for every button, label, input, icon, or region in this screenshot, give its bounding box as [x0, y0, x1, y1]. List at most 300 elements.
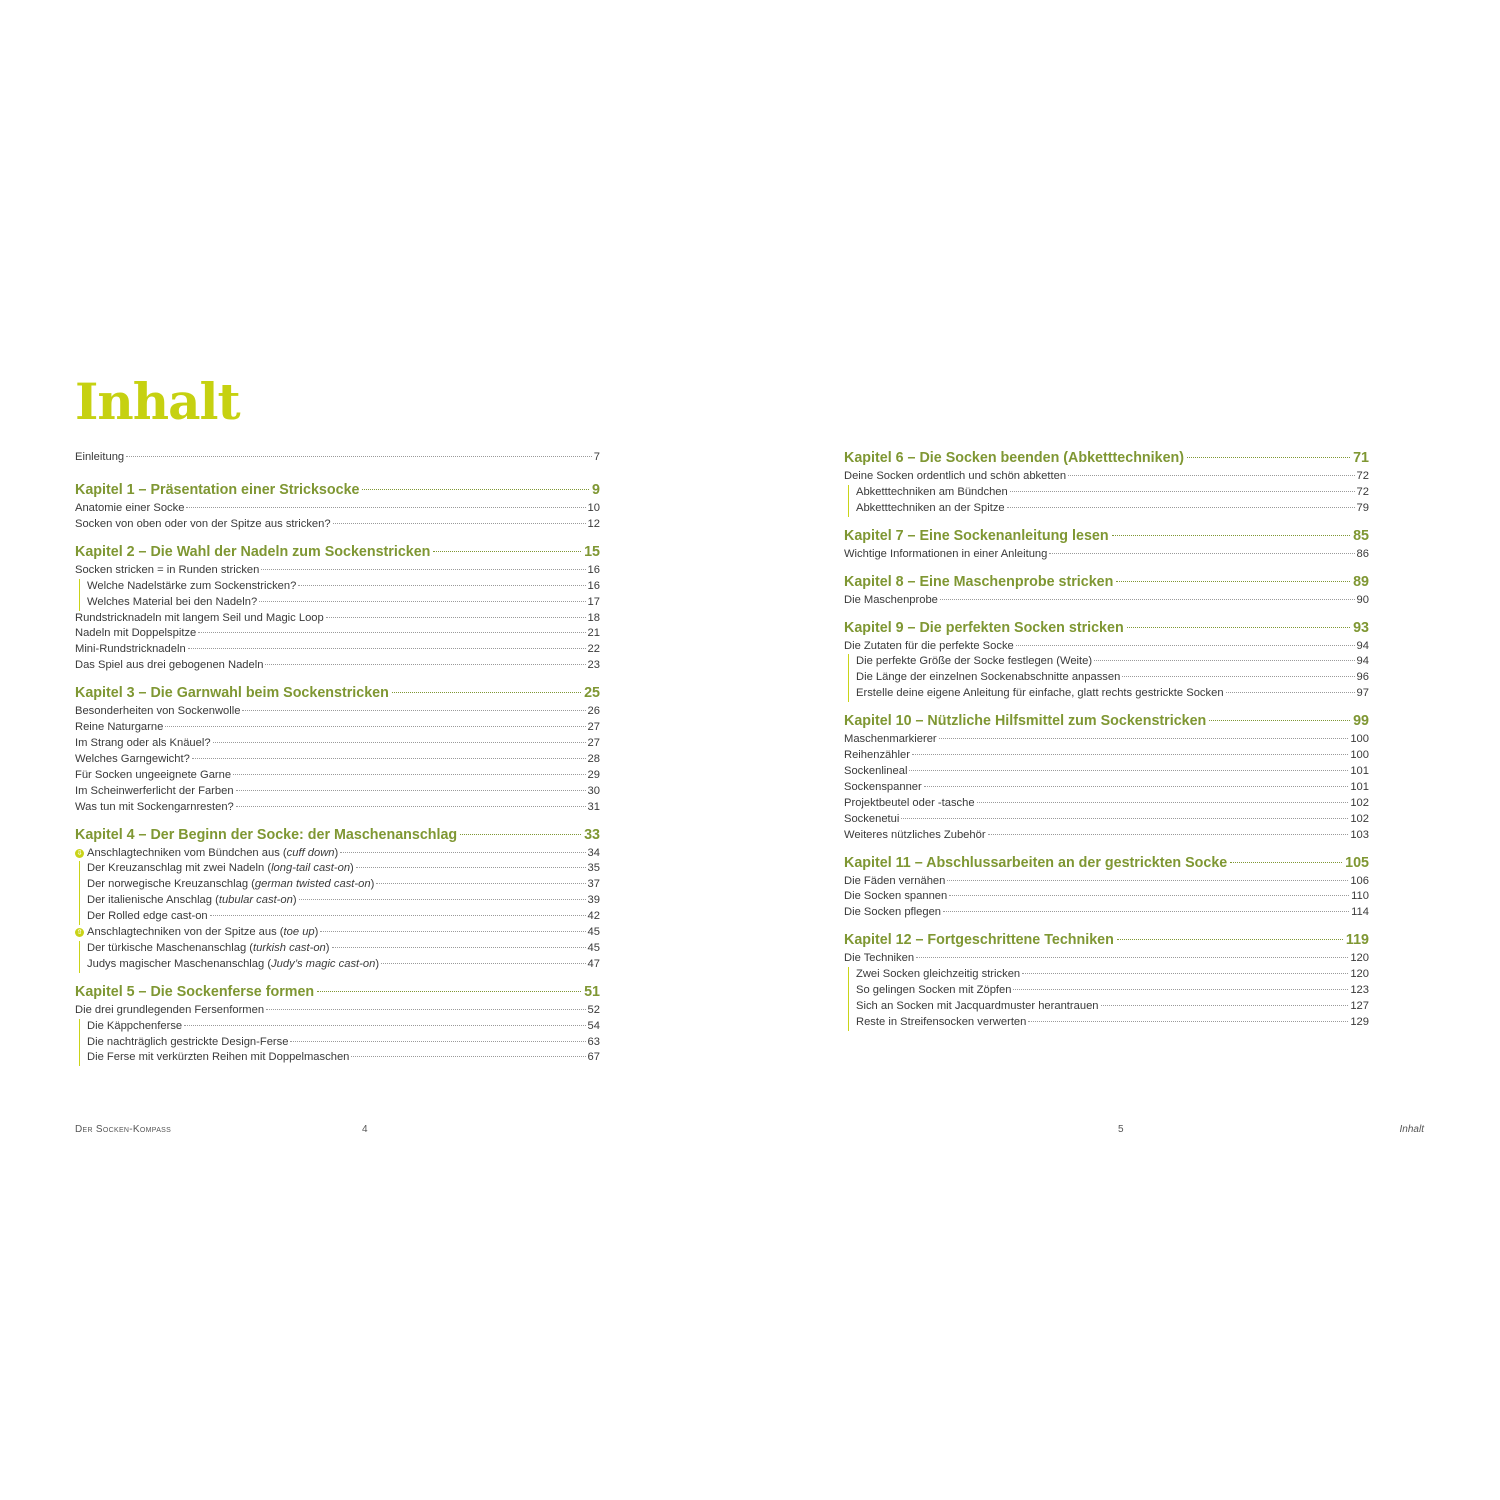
- dot-leader: [376, 883, 585, 884]
- entry-title-text: Projektbeutel oder -tasche: [844, 796, 975, 809]
- dot-leader: [266, 1009, 585, 1010]
- dot-leader: [947, 880, 1348, 881]
- entry-page: 63: [587, 1035, 600, 1048]
- entry-title-text: Im Scheinwerferlicht der Farben: [75, 784, 234, 797]
- toc-entry[interactable]: [844, 748, 1369, 764]
- entry-title-term: cuff down: [286, 846, 335, 859]
- entry-title: [844, 828, 986, 844]
- entry-title: [75, 658, 263, 674]
- entry-page: 101: [1350, 780, 1369, 793]
- dot-leader: [236, 806, 586, 807]
- entry-title: [87, 957, 379, 973]
- entry-title-text: Im Strang oder als Knäuel?: [75, 736, 211, 749]
- entry-title-term: long-tail cast-on: [271, 862, 351, 875]
- entry-title: [75, 720, 163, 736]
- entry-title-text: Besonderheiten von Sockenwolle: [75, 705, 241, 718]
- toc-entry[interactable]: [856, 485, 1369, 501]
- chapter-title: Kapitel 3 – Die Garnwahl beim Sockenstricken: [75, 685, 389, 702]
- entry-title-term: toe up: [283, 926, 315, 939]
- chapter-title: Kapitel 9 – Die perfekten Socken stricken: [844, 619, 1124, 636]
- toc-entry[interactable]: [844, 951, 1369, 967]
- entry-title-text: Sich an Socken mit Jacquardmuster herantrauen: [856, 999, 1099, 1012]
- entry-title-text: Mini-Rundstricknadeln: [75, 643, 186, 656]
- subsection-group: [79, 1019, 600, 1067]
- entry-page: 106: [1350, 874, 1369, 887]
- dot-leader: [1010, 491, 1355, 492]
- dot-leader: [943, 911, 1349, 912]
- toc-entry[interactable]: [87, 941, 600, 957]
- dot-leader: [1013, 989, 1348, 990]
- dot-leader: [940, 599, 1355, 600]
- entry-page: 7: [593, 451, 600, 463]
- chapter-heading[interactable]: [844, 528, 1369, 544]
- chapter-heading[interactable]: [75, 827, 600, 843]
- toc-entry[interactable]: [856, 501, 1369, 517]
- toc-entry[interactable]: [75, 925, 600, 941]
- entry-title: [844, 874, 945, 890]
- toc-entry[interactable]: [87, 1050, 600, 1066]
- entry-page: 34: [587, 846, 600, 859]
- entry-title: [75, 563, 259, 579]
- entry-page: 37: [587, 878, 600, 891]
- dot-leader: [1122, 676, 1354, 677]
- toc-entry[interactable]: [75, 846, 600, 862]
- entry-title: [87, 909, 208, 925]
- chapter-heading[interactable]: [844, 450, 1369, 466]
- dot-leader: [1209, 720, 1350, 721]
- dot-leader: [433, 551, 581, 552]
- toc-entry[interactable]: [856, 983, 1369, 999]
- entry-page: 16: [587, 579, 600, 592]
- dot-leader: [460, 834, 581, 835]
- entry-title: [844, 469, 1066, 485]
- entry-title-text: Anschlagtechniken von der Spitze aus (: [87, 926, 284, 939]
- dot-leader: [1187, 457, 1350, 458]
- toc-entry[interactable]: [87, 957, 600, 973]
- entry-title-text: Der türkische Maschenanschlag (: [87, 941, 254, 954]
- toc-entry[interactable]: [856, 670, 1369, 686]
- entry-page: 42: [587, 910, 600, 923]
- entry-title: [87, 893, 297, 909]
- entry-title-text: Das Spiel aus drei gebogenen Nadeln: [75, 659, 264, 672]
- toc-chapter-section: [844, 620, 1369, 703]
- toc-entry[interactable]: [87, 1035, 600, 1051]
- entry-title: [75, 517, 331, 533]
- toc-entry[interactable]: [87, 579, 600, 595]
- dot-leader: [332, 947, 586, 948]
- subsection-group: [79, 941, 600, 973]
- entry-page: 123: [1350, 984, 1369, 997]
- chapter-heading[interactable]: [75, 482, 600, 498]
- toc-entry[interactable]: [75, 563, 600, 579]
- entry-title-text: Reste in Streifensocken verwerten: [856, 1015, 1027, 1028]
- toc-entry[interactable]: [844, 812, 1369, 828]
- dot-leader: [233, 774, 585, 775]
- toc-chapter-section: [75, 827, 600, 973]
- entry-title-text: Judys magischer Maschenanschlag (: [87, 957, 272, 970]
- entry-title: [75, 736, 211, 752]
- entry-page: 35: [587, 862, 600, 875]
- toc-chapter-section: [844, 713, 1369, 843]
- chapter-heading[interactable]: [844, 713, 1369, 729]
- toc-entry[interactable]: [844, 905, 1369, 921]
- entry-title-text: Sockenetui: [844, 812, 900, 825]
- subsection-group: [848, 654, 1369, 702]
- chapter-heading[interactable]: [75, 685, 600, 701]
- direction-marker-icon: ⇩: [76, 849, 83, 857]
- dot-leader: [126, 456, 592, 457]
- entry-title: [87, 579, 296, 595]
- dot-leader: [261, 569, 585, 570]
- dot-leader: [198, 632, 585, 633]
- entry-title-text: Weiteres nützliches Zubehör: [844, 828, 986, 841]
- footer-page-number-left: 4: [362, 1124, 368, 1135]
- entry-title-text: Welches Garngewicht?: [75, 752, 190, 765]
- direction-marker-icon: ⇧: [76, 929, 83, 937]
- chapter-heading[interactable]: [75, 984, 600, 1000]
- entry-title: [75, 501, 184, 517]
- entry-title-text: Wichtige Informationen in einer Anleitung: [844, 547, 1048, 560]
- chapter-title: Kapitel 7 – Eine Sockenanleitung lesen: [844, 527, 1109, 544]
- toc-entry[interactable]: [87, 595, 600, 611]
- entry-title-text: Abketttechniken an der Spitze: [856, 501, 1005, 514]
- entry-title: [75, 626, 196, 642]
- chapter-title: Kapitel 11 – Abschlussarbeiten an der gestrickten Socke: [844, 854, 1228, 871]
- toc-entry[interactable]: [856, 1015, 1369, 1031]
- entry-title-close: ): [314, 926, 319, 939]
- entry-page: 27: [587, 736, 600, 749]
- entry-page: 100: [1350, 733, 1369, 746]
- dot-leader: [265, 664, 585, 665]
- chapter-title: Kapitel 2 – Die Wahl der Nadeln zum Sockenstricken: [75, 543, 431, 560]
- toc-entry[interactable]: [75, 736, 600, 752]
- chapter-page: 9: [592, 482, 600, 498]
- entry-title-text: So gelingen Socken mit Zöpfen: [856, 984, 1012, 997]
- entry-title-text: Zwei Socken gleichzeitig stricken: [856, 968, 1021, 981]
- entry-page: 102: [1350, 812, 1369, 825]
- dot-leader: [1101, 1005, 1349, 1006]
- toc-entry[interactable]: [75, 720, 600, 736]
- entry-title: [856, 999, 1099, 1015]
- chapter-title: Kapitel 5 – Die Sockenferse formen: [75, 983, 315, 1000]
- entry-title: [856, 501, 1005, 517]
- dot-leader: [977, 802, 1349, 803]
- toc-entry[interactable]: [87, 877, 600, 893]
- entry-title-close: ): [350, 862, 354, 875]
- dot-leader: [1117, 939, 1343, 940]
- footer-section-title: Inhalt: [1399, 1124, 1424, 1135]
- entry-title-text: Die perfekte Größe der Socke festlegen (Weite): [856, 655, 1093, 668]
- entry-page: 18: [587, 611, 600, 624]
- entry-page: 129: [1350, 1015, 1369, 1028]
- toc-entry[interactable]: [87, 909, 600, 925]
- chapter-heading[interactable]: [844, 620, 1369, 636]
- entry-title-text: Der italienische Anschlag (: [87, 894, 219, 907]
- dot-leader: [192, 758, 586, 759]
- entry-title: [844, 780, 922, 796]
- entry-title-text: Die Käppchenferse: [87, 1019, 183, 1032]
- chapter-title: Kapitel 12 – Fortgeschrittene Techniken: [844, 932, 1114, 949]
- footer-page-number-right: 5: [1118, 1124, 1124, 1135]
- chapter-title: Kapitel 4 – Der Beginn der Socke: der Maschenanschlag: [75, 826, 458, 843]
- dot-leader: [392, 692, 581, 693]
- entry-title-text: Die drei grundlegenden Fersenformen: [75, 1003, 265, 1016]
- toc-entry[interactable]: [844, 874, 1369, 890]
- subsection-group: [79, 579, 600, 611]
- toc-entry[interactable]: [844, 828, 1369, 844]
- entry-page: 27: [587, 721, 600, 734]
- entry-page: 72: [1356, 485, 1369, 498]
- toc-entry[interactable]: [75, 658, 600, 674]
- toc-entry[interactable]: [856, 654, 1369, 670]
- toc-entry[interactable]: [87, 893, 600, 909]
- subsection-group: [848, 485, 1369, 517]
- dot-leader: [356, 867, 586, 868]
- entry-title: [856, 485, 1008, 501]
- chapter-page: 93: [1353, 619, 1369, 636]
- toc-entry[interactable]: [856, 686, 1369, 702]
- entry-page: 79: [1356, 501, 1369, 514]
- entry-title-text: Sockenlineal: [844, 764, 908, 777]
- toc-entry[interactable]: [856, 967, 1369, 983]
- entry-page: 10: [587, 502, 600, 514]
- toc-entry[interactable]: [844, 639, 1369, 655]
- entry-page: 86: [1356, 547, 1369, 560]
- entry-title-text: Maschenmarkierer: [844, 733, 937, 746]
- entry-title: [844, 905, 941, 921]
- toc-chapter-section: [75, 544, 600, 674]
- dot-leader: [326, 617, 586, 618]
- entry-title-text: Die Ferse mit verkürzten Reihen mit Doppelmaschen: [87, 1051, 350, 1064]
- dot-leader: [1094, 660, 1354, 661]
- entry-page: 94: [1356, 655, 1369, 668]
- chapter-page: 105: [1345, 854, 1369, 871]
- toc-entry[interactable]: [844, 889, 1369, 905]
- toc-chapter-section: [844, 528, 1369, 563]
- entry-page: 114: [1351, 906, 1369, 919]
- dot-leader: [1116, 581, 1350, 582]
- chapter-heading[interactable]: [844, 932, 1369, 948]
- entry-title-close: ): [370, 878, 375, 891]
- toc-chapter-section: [844, 855, 1369, 922]
- dot-leader: [242, 710, 585, 711]
- dot-leader: [290, 1041, 585, 1042]
- chapter-page: 51: [584, 983, 600, 1000]
- toc-entry[interactable]: [75, 642, 600, 658]
- entry-title-text: Reine Naturgarne: [75, 721, 164, 734]
- chapter-page: 99: [1353, 713, 1369, 730]
- entry-title-text: Reihenzähler: [844, 749, 910, 762]
- dot-leader: [340, 852, 585, 853]
- entry-title: [844, 796, 975, 812]
- chapter-title: Kapitel 6 – Die Socken beenden (Abketttechniken): [844, 450, 1185, 466]
- dot-leader: [1127, 627, 1350, 628]
- dot-leader: [949, 895, 1349, 896]
- entry-page: 45: [587, 941, 600, 954]
- chapter-page: 119: [1345, 932, 1369, 949]
- toc-entry[interactable]: [844, 796, 1369, 812]
- toc-entry[interactable]: [75, 501, 600, 517]
- entry-page: 21: [587, 627, 600, 640]
- entry-title-text: Die Zutaten für die perfekte Socke: [844, 639, 1014, 652]
- entry-title-close: ): [292, 894, 297, 907]
- dot-leader: [1230, 862, 1342, 863]
- toc-entry[interactable]: [87, 861, 600, 877]
- entry-title-text: Der Rolled edge cast-on: [87, 910, 208, 923]
- toc-entry[interactable]: [75, 1003, 600, 1019]
- entry-title: [75, 704, 240, 720]
- entry-title-text: Die Fäden vernähen: [844, 874, 946, 887]
- dot-leader: [1016, 645, 1355, 646]
- chapter-title: Kapitel 8 – Eine Maschenprobe stricken: [844, 573, 1114, 590]
- entry-title: [75, 1003, 264, 1019]
- entry-title-text: Die Maschenprobe: [844, 593, 938, 606]
- dot-leader: [901, 818, 1348, 819]
- entry-page: 29: [587, 768, 600, 781]
- entry-title-text: Die Socken spannen: [844, 890, 948, 903]
- dot-leader: [320, 931, 585, 932]
- dot-leader: [298, 585, 585, 586]
- toc-entry[interactable]: [844, 764, 1369, 780]
- dot-leader: [939, 738, 1349, 739]
- entry-title-text: Welche Nadelstärke zum Sockenstricken?: [87, 579, 297, 592]
- entry-title: [75, 752, 190, 768]
- dot-leader: [362, 489, 589, 490]
- toc-chapter-section: [844, 932, 1369, 1031]
- entry-page: 31: [587, 800, 600, 813]
- dot-leader: [381, 963, 585, 964]
- toc-entry[interactable]: [856, 999, 1369, 1015]
- toc-entry[interactable]: [844, 780, 1369, 796]
- toc-chapter-section: [844, 574, 1369, 609]
- entry-page: 120: [1350, 952, 1369, 965]
- entry-title: [75, 925, 318, 941]
- entry-title: [87, 1019, 182, 1035]
- entry-title-text: Socken stricken = in Runden stricken: [75, 563, 260, 576]
- entry-title: [844, 547, 1047, 563]
- dot-leader: [210, 915, 586, 916]
- entry-title-text: Sockenspanner: [844, 780, 922, 793]
- entry-title-close: ): [334, 846, 339, 859]
- toc-entry[interactable]: [844, 593, 1369, 609]
- chapter-page: 25: [584, 685, 600, 702]
- entry-page: 67: [587, 1051, 600, 1064]
- entry-title: [75, 642, 186, 658]
- chapter-heading[interactable]: [844, 855, 1369, 871]
- entry-title: [856, 967, 1020, 983]
- chapter-page: 71: [1353, 450, 1369, 466]
- dot-leader: [912, 754, 1348, 755]
- entry-title-term: Judy’s magic cast-on: [271, 957, 376, 970]
- toc-left-column: [75, 450, 600, 1077]
- entry-page: 101: [1350, 764, 1369, 777]
- entry-title-text: Die Techniken: [844, 952, 915, 965]
- entry-page: 23: [587, 659, 600, 672]
- footer-book-title: Der Socken-Kompass: [75, 1124, 172, 1135]
- entry-title-close: ): [325, 941, 330, 954]
- entry-page: 90: [1356, 593, 1369, 606]
- dot-leader: [259, 601, 585, 602]
- entry-page: 17: [587, 595, 600, 608]
- entry-title: [87, 861, 354, 877]
- entry-page: 54: [587, 1019, 600, 1032]
- chapter-heading[interactable]: [75, 544, 600, 560]
- entry-page: 127: [1350, 999, 1369, 1012]
- toc-entry[interactable]: [844, 547, 1369, 563]
- toc-entry[interactable]: [75, 517, 600, 533]
- entry-title-text: Welches Material bei den Nadeln?: [87, 595, 258, 608]
- entry-title-text: Der norwegische Kreuzanschlag (: [87, 878, 255, 891]
- dot-leader: [988, 834, 1349, 835]
- entry-title-close: ): [375, 957, 380, 970]
- entry-title: [856, 686, 1224, 702]
- toc-chapter-section: [75, 482, 600, 533]
- entry-title: [856, 654, 1092, 670]
- dot-leader: [1049, 553, 1354, 554]
- entry-page: 103: [1350, 828, 1369, 841]
- toc-entry[interactable]: [75, 752, 600, 768]
- toc-chapter-section: [75, 984, 600, 1067]
- toc-entry[interactable]: [844, 469, 1369, 485]
- entry-title: [75, 611, 324, 627]
- entry-page: 26: [587, 705, 600, 718]
- toc-entry[interactable]: [75, 611, 600, 627]
- dot-leader: [1028, 1021, 1348, 1022]
- toc-entry[interactable]: [75, 800, 600, 816]
- toc-entry[interactable]: [75, 626, 600, 642]
- subsection-group: [848, 967, 1369, 1031]
- dot-leader: [916, 957, 1348, 958]
- entry-title-text: Abketttechniken am Bündchen: [856, 485, 1008, 498]
- entry-page: 94: [1356, 639, 1369, 652]
- entry-title-text: Anschlagtechniken vom Bündchen aus (: [87, 846, 287, 859]
- entry-page: 52: [587, 1003, 600, 1016]
- entry-title-text: Für Socken ungeeignete Garne: [75, 768, 232, 781]
- entry-title: [856, 1015, 1026, 1031]
- entry-title-text: Anatomie einer Socke: [75, 502, 185, 514]
- entry-title: [75, 784, 234, 800]
- dot-leader: [184, 1025, 585, 1026]
- dot-leader: [317, 991, 581, 992]
- dot-leader: [333, 523, 586, 524]
- entry-page: 30: [587, 784, 600, 797]
- entry-title-text: Was tun mit Sockengarnresten?: [75, 800, 234, 813]
- dot-leader: [165, 726, 585, 727]
- toc-entry[interactable]: [75, 704, 600, 720]
- entry-page: 39: [587, 894, 600, 907]
- toc-right-column: [844, 450, 1369, 1042]
- toc-entry[interactable]: [75, 784, 600, 800]
- toc-chapter-section: [844, 450, 1369, 517]
- entry-title-term: turkish cast-on: [253, 941, 326, 954]
- toc-entry[interactable]: [75, 768, 600, 784]
- dot-leader: [924, 786, 1349, 787]
- entry-page: 100: [1350, 749, 1369, 762]
- entry-page: 97: [1356, 687, 1369, 700]
- chapter-heading[interactable]: [844, 574, 1369, 590]
- entry-title-term: tubular cast-on: [218, 894, 293, 907]
- toc-entry[interactable]: [844, 732, 1369, 748]
- entry-title-text: Die Socken pflegen: [844, 906, 942, 919]
- toc-entry[interactable]: [87, 1019, 600, 1035]
- toc-entry-intro[interactable]: [75, 450, 600, 466]
- dot-leader: [186, 507, 585, 508]
- dot-leader: [299, 899, 586, 900]
- entry-title: [75, 846, 338, 862]
- entry-page: 102: [1350, 796, 1369, 809]
- entry-title-text: Rundstricknadeln mit langem Seil und Magic Loop: [75, 611, 324, 624]
- subsection-group: [79, 861, 600, 925]
